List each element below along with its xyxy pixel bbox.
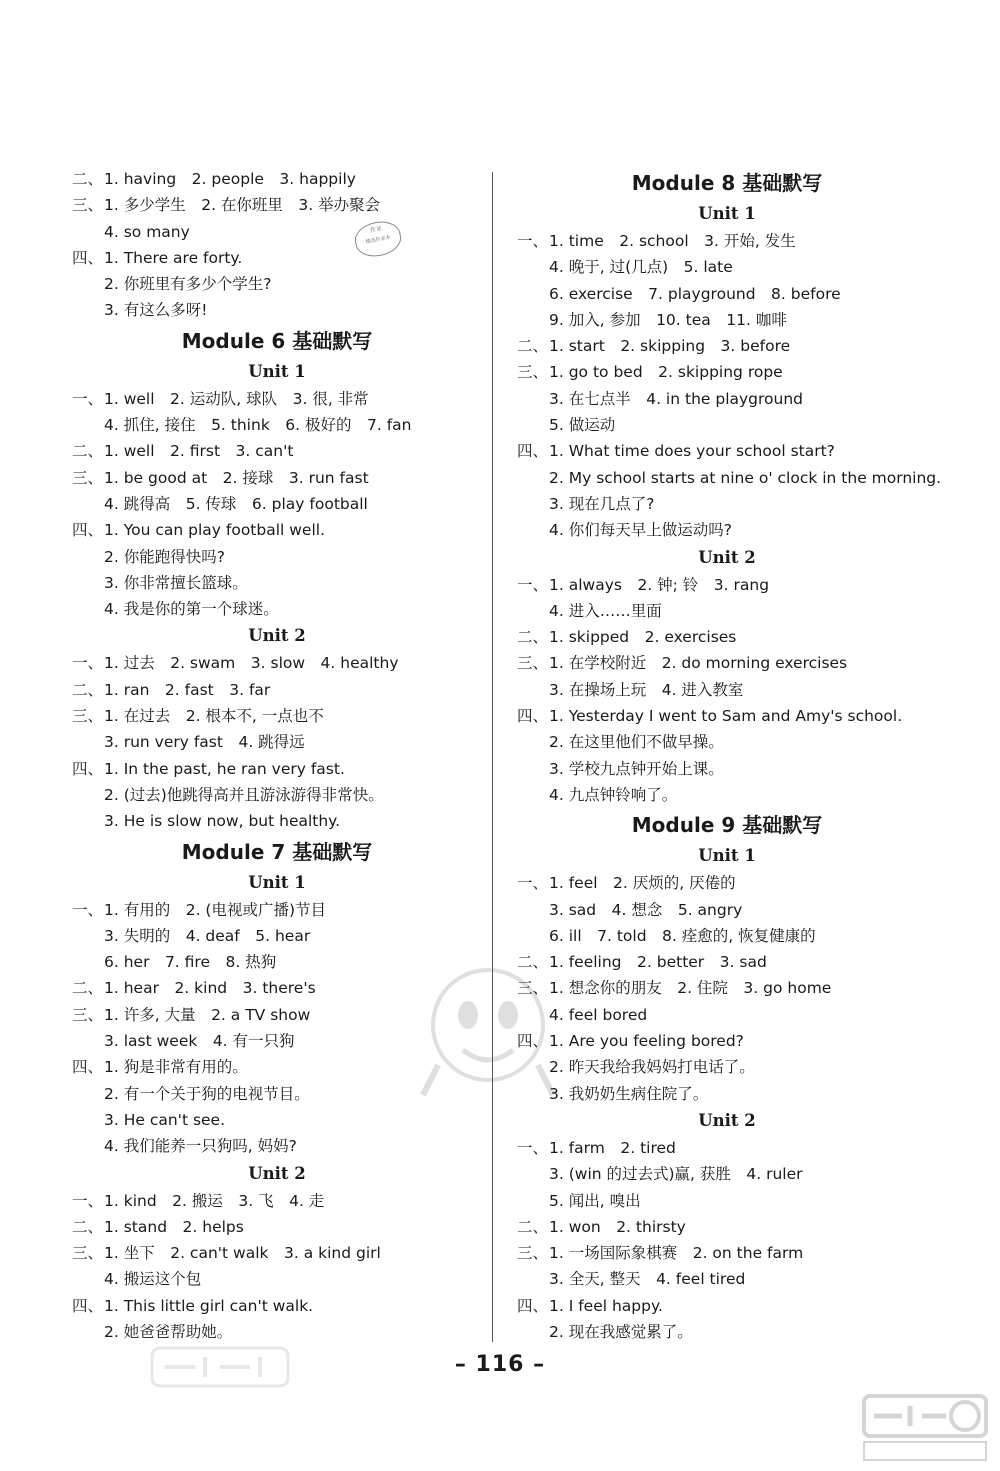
column-divider	[492, 172, 493, 1342]
section-marker: 二、	[517, 628, 549, 647]
answer-text: 4. 你们每天早上做运动吗?	[549, 521, 732, 540]
answer-line	[517, 1002, 937, 1028]
answer-text: 3. 全天, 整天 4. feel tired	[549, 1270, 746, 1289]
answer-line	[517, 1188, 937, 1214]
answer-line	[517, 228, 937, 254]
answer-line	[517, 975, 937, 1001]
answer-text: 2. 她爸爸帮助她。	[104, 1322, 233, 1341]
mascot-watermark-icon	[418, 955, 558, 1105]
answer-text: 3. 在七点半 4. in the playground	[549, 389, 804, 408]
answer-text: 6. her 7. fire 8. 热狗	[104, 953, 277, 972]
answer-text: 1. stand 2. helps	[104, 1217, 244, 1236]
answer-text: 4. so many	[104, 222, 190, 241]
answer-text: 9. 加入, 参加 10. tea 11. 咖啡	[549, 310, 787, 329]
unit-heading: Unit 2	[248, 626, 306, 646]
answer-text: 2. 在这里他们不做早操。	[549, 733, 724, 752]
answer-text: 1. You can play football well.	[104, 521, 326, 540]
answer-line	[517, 1081, 937, 1107]
section-marker: 三、	[72, 1244, 104, 1263]
section-marker: 二、	[72, 680, 104, 699]
answer-text: 3. He can't see.	[104, 1110, 226, 1129]
section-marker: 二、	[72, 1217, 104, 1236]
section-marker: 三、	[72, 468, 104, 487]
answer-line	[517, 1214, 937, 1240]
module-heading: Module 9 基础默写	[631, 813, 823, 838]
section-marker: 三、	[517, 654, 549, 673]
section-marker: 二、	[517, 337, 549, 356]
answer-text: 1. feeling 2. better 3. sad	[549, 953, 767, 972]
answer-text: 3. last week 4. 有一只狗	[104, 1032, 295, 1051]
answer-line	[72, 1133, 482, 1159]
answer-text: 1. 有用的 2. (电视或广播)节目	[104, 900, 327, 919]
answer-text: 2. 现在我感觉累了。	[549, 1322, 693, 1341]
answer-line	[72, 808, 482, 834]
answer-text: 3. He is slow now, but healthy.	[104, 812, 341, 831]
answer-text: 1. having 2. people 3. happily	[104, 170, 356, 188]
answer-text: 1. 许多, 大量 2. a TV show	[104, 1005, 311, 1024]
answer-line	[517, 254, 937, 280]
answer-text: 3. (win 的过去式)赢, 获胜 4. ruler	[549, 1165, 803, 1184]
unit-heading: Unit 2	[248, 1163, 306, 1183]
section-marker: 四、	[72, 1058, 104, 1077]
answer-line	[72, 544, 482, 570]
answer-line	[72, 1240, 482, 1266]
answer-text: 5. 闻出, 嗅出	[549, 1191, 641, 1210]
answer-line	[517, 1266, 937, 1292]
section-marker: 一、	[72, 654, 104, 673]
section-marker: 四、	[72, 521, 104, 540]
answer-text: 1. I feel happy.	[549, 1296, 663, 1315]
answer-text: 1. In the past, he ran very fast.	[104, 759, 345, 778]
answer-line	[72, 412, 482, 438]
answer-line	[517, 412, 937, 438]
answer-text: 1. 坐下 2. can't walk 3. a kind girl	[104, 1244, 381, 1263]
module-heading: Module 8 基础默写	[631, 171, 823, 195]
answer-text: 3. 我奶奶生病住院了。	[549, 1084, 709, 1103]
answer-text: 1. 一场国际象棋赛 2. on the farm	[549, 1244, 804, 1263]
answer-text: 3. 你非常擅长篮球。	[104, 573, 248, 592]
answer-line	[72, 1293, 482, 1319]
answer-text: 1. hear 2. kind 3. there's	[104, 979, 316, 998]
unit-heading: Unit 1	[698, 204, 756, 223]
answer-line	[517, 333, 937, 359]
answer-line	[72, 219, 482, 245]
answer-text: 4. feel bored	[549, 1005, 648, 1024]
unit-heading: Unit 2	[698, 1110, 756, 1130]
answer-text: 1. 在学校附近 2. do morning exercises	[549, 654, 848, 673]
answer-line	[72, 756, 482, 782]
answer-text: 2. (过去)他跳得高并且游泳游得非常快。	[104, 785, 384, 804]
module-heading: Module 7 基础默写	[181, 839, 373, 864]
section-marker: 四、	[517, 442, 549, 461]
answer-text: 1. be good at 2. 接球 3. run fast	[104, 468, 369, 487]
answer-text: 2. 你能跑得快吗?	[104, 547, 225, 566]
right-column	[517, 166, 942, 1345]
answer-text: 5. 做运动	[549, 416, 616, 435]
answer-text: 1. Yesterday I went to Sam and Amy's school.	[549, 707, 903, 726]
answer-text: 1. 在过去 2. 根本不, 一点也不	[104, 707, 324, 726]
answer-line	[72, 166, 482, 192]
answer-line	[517, 1161, 937, 1187]
answer-text: 3. 学校九点钟开始上课。	[549, 759, 724, 778]
answer-line	[72, 1214, 482, 1240]
answer-line	[72, 438, 482, 464]
answer-text: 1. There are forty.	[104, 248, 243, 267]
answer-text: 4. 九点钟铃响了。	[549, 785, 678, 804]
answer-line	[517, 1240, 937, 1266]
answer-line	[517, 1319, 937, 1345]
answer-text: 4. 我是你的第一个球迷。	[104, 600, 279, 619]
answer-line	[517, 1028, 937, 1054]
answer-text: 1. Are you feeling bored?	[549, 1032, 744, 1051]
section-marker: 三、	[517, 979, 549, 998]
unit-heading: Unit 1	[698, 846, 756, 866]
answer-line	[517, 703, 937, 729]
answer-text: 3. 在操场上玩 4. 进入教室	[549, 680, 744, 699]
unit-heading: Unit 1	[248, 361, 306, 381]
answer-line	[517, 624, 937, 650]
section-marker: 一、	[517, 1138, 549, 1157]
answer-line	[517, 438, 937, 464]
answer-line	[517, 465, 942, 491]
answer-line	[72, 570, 482, 596]
answer-line	[72, 465, 482, 491]
answer-text: 1. farm 2. tired	[549, 1138, 676, 1157]
answer-text: 2. 你班里有多少个学生?	[104, 275, 272, 294]
answer-text: 3. 失明的 4. deaf 5. hear	[104, 926, 311, 945]
answer-text: 1. ran 2. fast 3. far	[104, 680, 271, 699]
section-marker: 四、	[72, 759, 104, 778]
answer-line	[72, 491, 482, 517]
answer-line	[517, 572, 937, 598]
answer-text: 2. 有一个关于狗的电视节目。	[104, 1084, 310, 1103]
answer-line	[517, 359, 937, 385]
answer-text: 4. 我们能养一只狗吗, 妈妈?	[104, 1137, 297, 1156]
unit-heading: Unit 2	[698, 547, 756, 567]
answer-text: 1. 狗是非常有用的。	[104, 1058, 248, 1077]
answer-line	[517, 897, 937, 923]
answer-text: 1. skipped 2. exercises	[549, 628, 737, 647]
answer-text: 1. go to bed 2. skipping rope	[549, 363, 783, 382]
answer-line	[517, 650, 937, 676]
section-marker: 三、	[517, 1244, 549, 1263]
answer-text: 6. exercise 7. playground 8. before	[549, 284, 841, 303]
section-marker: 二、	[72, 442, 104, 461]
answer-line	[517, 491, 937, 517]
answer-line	[517, 307, 937, 333]
answer-text: 1. kind 2. 搬运 3. 飞 4. 走	[104, 1191, 325, 1210]
site-watermark-logo	[860, 1392, 990, 1464]
answer-text: 4. 搬运这个包	[104, 1270, 202, 1289]
answer-text: 2. 昨天我给我妈妈打电话了。	[549, 1058, 755, 1077]
left-column	[72, 166, 482, 1345]
answer-text: 3. 有这么多呀!	[104, 301, 208, 320]
answer-line	[517, 1293, 937, 1319]
answer-line	[517, 598, 937, 624]
answer-line	[72, 192, 482, 218]
section-marker: 二、	[72, 170, 104, 188]
answer-line	[72, 517, 482, 543]
answer-text: 1. 多少学生 2. 在你班里 3. 举办聚会	[104, 196, 381, 215]
answer-text: 4. 晚于, 过(几点) 5. late	[549, 258, 733, 277]
section-marker: 一、	[517, 575, 549, 594]
answer-text: 1. time 2. school 3. 开始, 发生	[549, 232, 796, 250]
answer-text: 1. always 2. 钟; 铃 3. rang	[549, 575, 770, 594]
answer-text: 6. ill 7. told 8. 痊愈的, 恢复健康的	[549, 926, 816, 945]
answer-line	[517, 1135, 937, 1161]
answer-text: 1. well 2. 运动队, 球队 3. 很, 非常	[104, 389, 369, 408]
answer-line	[72, 271, 482, 297]
module-heading: Module 6 基础默写	[181, 328, 373, 353]
answer-line	[72, 1188, 482, 1214]
answer-text: 1. 过去 2. swam 3. slow 4. healthy	[104, 654, 399, 673]
answer-text: 1. This little girl can't walk.	[104, 1296, 314, 1315]
section-marker: 一、	[517, 874, 549, 893]
answer-line	[72, 1266, 482, 1292]
section-marker: 四、	[517, 1296, 549, 1315]
homework-stamp-icon: 作业 精选作业本	[352, 218, 404, 261]
section-marker: 四、	[517, 1032, 549, 1051]
section-marker: 三、	[72, 196, 104, 215]
unit-heading: Unit 1	[248, 872, 306, 892]
answer-line	[72, 386, 482, 412]
answer-line	[72, 245, 482, 271]
section-marker: 四、	[517, 707, 549, 726]
answer-line	[517, 281, 937, 307]
answer-line	[517, 729, 937, 755]
answer-line	[72, 782, 482, 808]
answer-line	[517, 386, 937, 412]
section-marker: 二、	[517, 1217, 549, 1236]
section-marker: 三、	[72, 1005, 104, 1024]
answer-line	[72, 1107, 482, 1133]
answer-text: 1. won 2. thirsty	[549, 1217, 686, 1236]
page-number: – 116 –	[454, 1352, 546, 1377]
answer-text: 4. 跳得高 5. 传球 6. play football	[104, 494, 368, 513]
section-marker: 三、	[517, 363, 549, 382]
answer-line	[72, 596, 482, 622]
answer-text: 1. start 2. skipping 3. before	[549, 337, 791, 356]
answer-line	[72, 923, 482, 949]
answer-text: 4. 进入……里面	[549, 601, 662, 620]
answer-text: 1. What time does your school start?	[549, 442, 835, 461]
section-marker: 二、	[72, 979, 104, 998]
answer-line	[72, 297, 482, 323]
section-marker: 一、	[517, 232, 549, 250]
answer-text: 1. well 2. first 3. can't	[104, 442, 294, 461]
answer-text: 3. sad 4. 想念 5. angry	[549, 900, 743, 919]
section-marker: 二、	[517, 953, 549, 972]
answer-line	[517, 517, 937, 543]
answer-line	[517, 1054, 937, 1080]
section-marker: 四、	[72, 1296, 104, 1315]
answer-line	[72, 650, 482, 676]
answer-line	[517, 949, 937, 975]
answer-line	[517, 756, 937, 782]
answer-line	[517, 870, 937, 896]
answer-line	[517, 677, 937, 703]
answer-line	[517, 923, 937, 949]
answer-text: 1. 想念你的朋友 2. 住院 3. go home	[549, 979, 832, 998]
answer-line	[72, 703, 482, 729]
answer-text: 4. 抓住, 接住 5. think 6. 极好的 7. fan	[104, 416, 412, 435]
answer-line	[72, 729, 482, 755]
section-marker: 一、	[72, 900, 104, 919]
answer-text: 3. run very fast 4. 跳得远	[104, 733, 305, 752]
answer-text: 2. My school starts at nine o' clock in the morning.	[549, 468, 942, 487]
answer-text: 1. feel 2. 厌烦的, 厌倦的	[549, 874, 736, 893]
section-marker: 一、	[72, 389, 104, 408]
section-marker: 一、	[72, 1191, 104, 1210]
section-marker: 四、	[72, 248, 104, 267]
answer-line	[72, 677, 482, 703]
answer-line	[72, 897, 482, 923]
answer-line	[517, 782, 937, 808]
section-marker: 三、	[72, 707, 104, 726]
answer-text: 3. 现在几点了?	[549, 494, 655, 513]
